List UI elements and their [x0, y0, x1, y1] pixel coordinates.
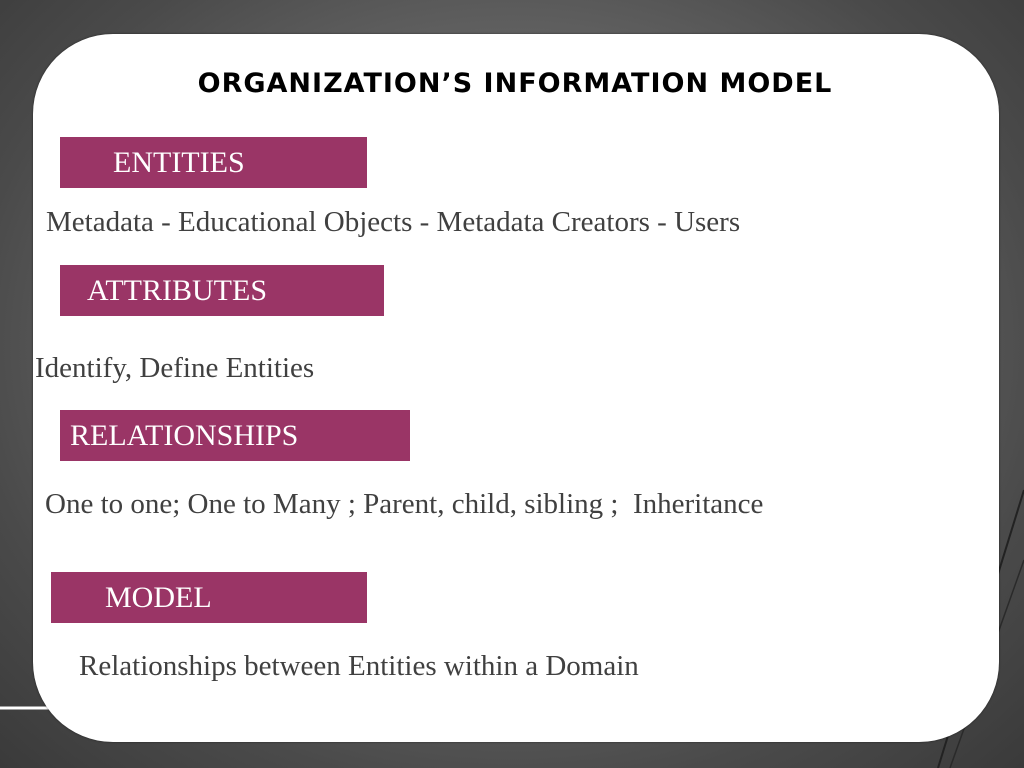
entities-description: Metadata - Educational Objects - Metadata Creators - Users: [46, 206, 741, 238]
attributes-description: Identify, Define Entities: [35, 352, 315, 384]
model-label: MODEL: [105, 581, 212, 614]
relationships-label: RELATIONSHIPS: [70, 419, 299, 452]
attributes-label: ATTRIBUTES: [87, 274, 267, 307]
model-description: Relationships between Entities within a Domain: [79, 650, 639, 682]
model-label-box: [51, 572, 367, 623]
attributes-label-box: [60, 265, 384, 316]
entities-label: ENTITIES: [113, 146, 245, 179]
entities-label-box: [60, 137, 367, 188]
relationships-description: One to one; One to Many ; Parent, child, sibling ; Inheritance: [45, 488, 764, 520]
relationships-label-box: [60, 410, 410, 461]
slide-title: ORGANIZATION’S INFORMATION MODEL: [197, 68, 833, 99]
